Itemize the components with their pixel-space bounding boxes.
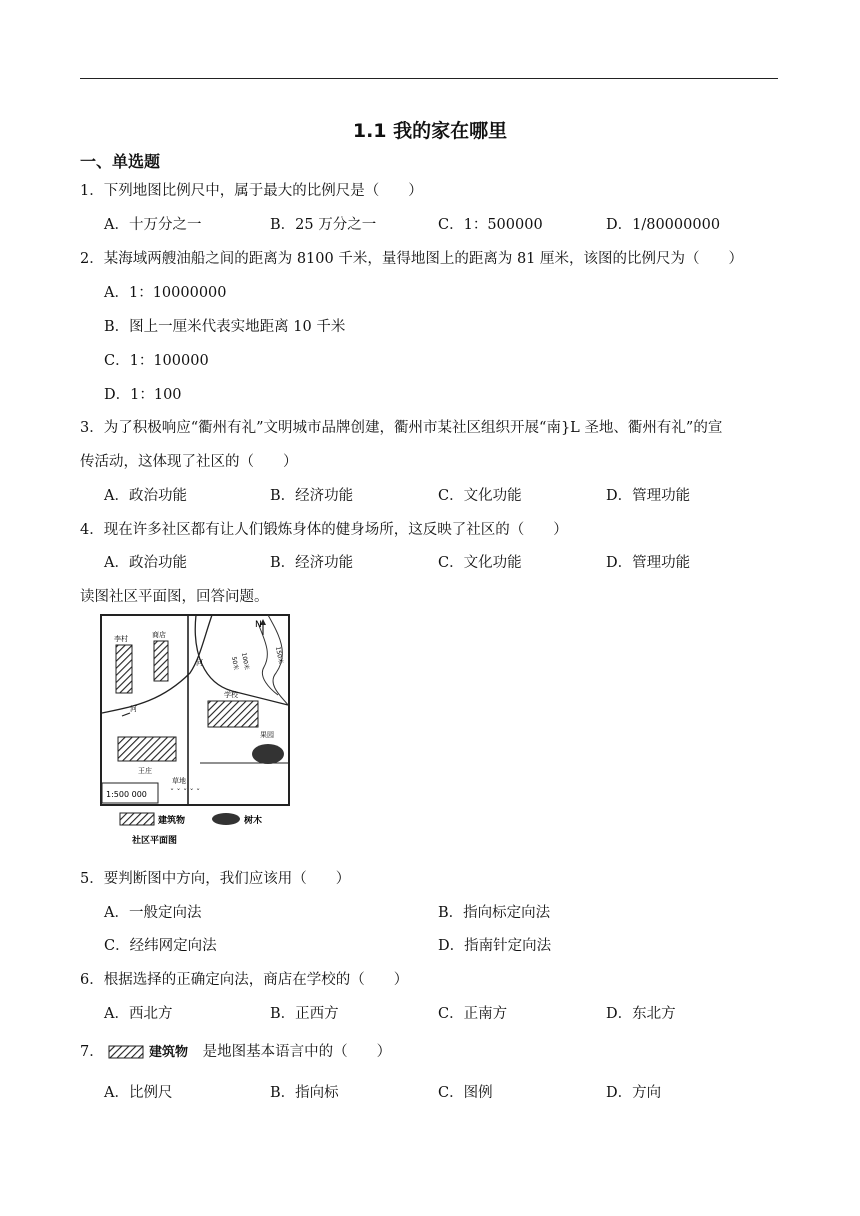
question-6-option-b[interactable]: B．正西方 [270, 1006, 339, 1022]
question-6-option-a[interactable]: A．西北方 [104, 1006, 173, 1022]
question-4-stem: 4．现在许多社区都有让人们锻炼身体的健身场所，这反映了社区的（ ） [80, 522, 568, 538]
question-7-stem [80, 1040, 391, 1061]
orchard-trees [252, 744, 284, 764]
map-label-river: 河 [130, 705, 137, 713]
question-7-stem-text: 是地图基本语言中的（ ） [202, 1044, 392, 1060]
question-7-option-d[interactable]: D．方向 [606, 1085, 662, 1101]
question-7-option-b[interactable]: B．指向标 [270, 1085, 339, 1101]
map-label-orchard: 果园 [260, 731, 274, 739]
question-3-stem-line-1: 3．为了积极响应“衢州有礼”文明城市品牌创建，衢州市某社区组织开展“南}L 圣地、衢州有礼”的宣 [80, 420, 723, 436]
map-label-school: 学校 [224, 691, 238, 699]
question-6-option-c[interactable]: C．正南方 [438, 1006, 508, 1022]
question-4-option-d[interactable]: D．管理功能 [606, 555, 691, 571]
building-school [208, 701, 258, 727]
page-title: 1.1 我的家在哪里 [352, 120, 508, 142]
question-5-option-a[interactable]: A．一般定向法 [104, 905, 202, 921]
map-label-wangzhuang: 王庄 [138, 767, 152, 775]
question-1-option-a[interactable]: A．十万分之一 [104, 217, 202, 233]
building-shop [154, 641, 168, 681]
community-map-figure [100, 613, 296, 847]
question-2-option-c[interactable]: C．1：100000 [104, 353, 209, 369]
legend-tree-swatch [212, 813, 240, 825]
map-label-contour: 150米 [274, 646, 284, 665]
question-3-stem-line-2: 传活动，这体现了社区的（ ） [80, 454, 298, 470]
question-5-option-b[interactable]: B．指向标定向法 [438, 905, 551, 921]
question-1-option-b[interactable]: B．25 万分之一 [270, 217, 377, 233]
map-label-contour: 100米 [240, 652, 250, 671]
question-4-option-c[interactable]: C．文化功能 [438, 555, 522, 571]
building-wangzhuang [118, 737, 176, 761]
map-label-shop: 商店 [152, 631, 166, 639]
grassland-marks: ˇ ˇ ˇ ˇ ˇ [170, 788, 201, 797]
legend-building-swatch [120, 813, 154, 825]
question-5-option-d[interactable]: D．指南针定向法 [438, 938, 552, 954]
question-3-option-d[interactable]: D．管理功能 [606, 488, 691, 504]
question-5-option-c[interactable]: C．经纬网定向法 [104, 938, 217, 954]
building-village [116, 645, 132, 693]
map-north-label: N [255, 620, 262, 630]
question-2-option-b[interactable]: B．图上一厘米代表实地距离 10 千米 [104, 319, 346, 335]
question-3-option-a[interactable]: A．政治功能 [104, 488, 187, 504]
question-5-stem: 5．要判断图中方向，我们应该用（ ） [80, 871, 351, 887]
question-2-stem: 2．某海域两艘油船之间的距离为 8100 千米，量得地图上的距离为 81 厘米，该图的比例尺为（ ） [80, 251, 744, 267]
map-label-river: 河 [196, 659, 203, 667]
question-6-stem: 6．根据选择的正确定向法，商店在学校的（ ） [80, 972, 409, 988]
map-scale-label: 1:500 000 [106, 790, 147, 799]
question-6-option-d[interactable]: D．东北方 [606, 1006, 676, 1022]
map-label-village: 李村 [114, 635, 128, 643]
question-1-stem: 1．下列地图比例尺中，属于最大的比例尺是（ ） [80, 183, 423, 199]
question-2-option-a[interactable]: A．1：10000000 [104, 285, 227, 301]
map-caption: 社区平面图 [132, 836, 178, 846]
question-4-option-b[interactable]: B．经济功能 [270, 555, 354, 571]
question-7-option-a[interactable]: A．比例尺 [104, 1085, 173, 1101]
question-7-option-c[interactable]: C．图例 [438, 1085, 493, 1101]
question-3-option-b[interactable]: B．经济功能 [270, 488, 354, 504]
question-7-symbol-label: 建筑物 [148, 1045, 188, 1060]
question-4-option-a[interactable]: A．政治功能 [104, 555, 187, 571]
map-label-contour: 50米 [230, 656, 240, 671]
question-1-option-c[interactable]: C．1：500000 [438, 217, 543, 233]
question-2-option-d[interactable]: D．1：100 [104, 387, 182, 403]
question-1-option-d[interactable]: D．1/80000000 [606, 217, 721, 233]
question-7-number: 7． [80, 1044, 104, 1060]
header-rule [80, 78, 778, 79]
map-label-grassland: 草地 [172, 777, 186, 785]
reading-instruction: 读图社区平面图，回答问题。 [80, 589, 269, 605]
legend-tree-label: 树木 [244, 816, 263, 826]
building-legend-symbol-icon [108, 1045, 144, 1059]
legend-building-label: 建筑物 [158, 816, 186, 826]
question-3-option-c[interactable]: C．文化功能 [438, 488, 522, 504]
section-heading: 一、单选题 [80, 152, 161, 171]
